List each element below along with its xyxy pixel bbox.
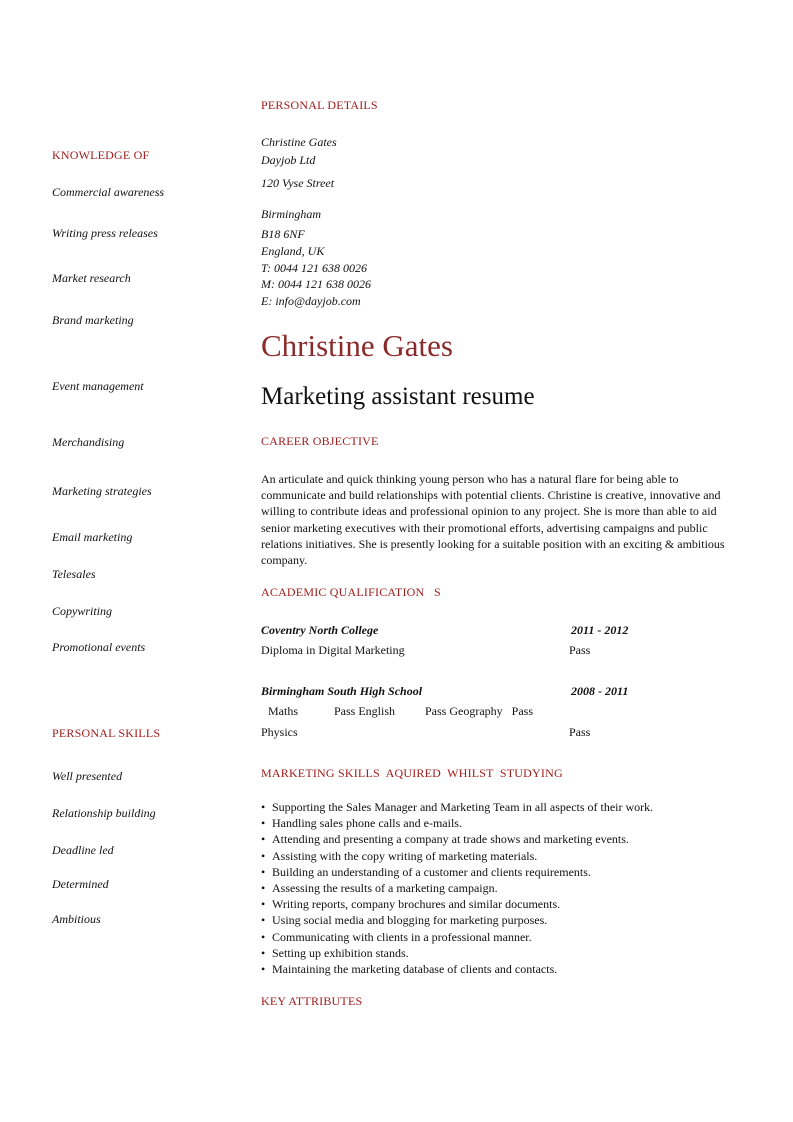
- knowledge-item: Commercial awareness: [52, 185, 165, 199]
- edu-years: 2011 - 2012: [571, 623, 629, 637]
- edu-school: Coventry North College: [261, 623, 379, 637]
- academic-heading: ACADEMIC QUALIFICATION S: [261, 585, 441, 599]
- contact-country: England, UK: [261, 244, 325, 258]
- knowledge-item: Copywriting: [52, 604, 113, 618]
- list-item: • Communicating with clients in a professional manner.: [261, 929, 532, 944]
- bullet-icon: •: [261, 897, 266, 912]
- knowledge-item: Brand marketing: [52, 313, 134, 327]
- edu-subjects-line: Maths Pass English Pass Geography Pass: [268, 704, 534, 718]
- bullet-icon: •: [261, 816, 266, 831]
- career-objective-text: An articulate and quick thinking young person who has a natural flare for being able to communicate and build relationships with potential clients. Christine is creative, innovative and willing to contribute ideas and professional opinion to any project. She is more than able to aid senior marketing executives with their promotional efforts, advertising campaigns and public relations initiatives. She is presently looking for a suitable position with an exciting & ambitious company.: [261, 472, 725, 568]
- resume-name: Christine Gates: [261, 328, 453, 363]
- knowledge-item: Marketing strategies: [52, 484, 152, 498]
- contact-email[interactable]: E: info@dayjob.com: [261, 294, 361, 308]
- bullet-icon: •: [261, 962, 266, 977]
- key-attributes-heading: KEY ATTRIBUTES: [261, 994, 363, 1008]
- knowledge-item: Merchandising: [52, 435, 125, 449]
- knowledge-item: Market research: [52, 271, 131, 285]
- list-item: • Building an understanding of a customer and clients requirements.: [261, 864, 591, 879]
- list-item: • Assessing the results of a marketing campaign.: [261, 881, 498, 896]
- bullet-icon: •: [261, 848, 266, 863]
- personal-skills-heading: PERSONAL SKILLS: [52, 726, 161, 740]
- contact-name: Christine Gates: [261, 135, 337, 149]
- bullet-icon: •: [261, 881, 266, 896]
- knowledge-item: Telesales: [52, 567, 96, 581]
- list-item: • Maintaining the marketing database of clients and contacts.: [261, 962, 558, 977]
- knowledge-item: Promotional events: [52, 640, 146, 654]
- knowledge-of-heading: KNOWLEDGE OF: [52, 148, 150, 162]
- skill-item: Ambitious: [52, 912, 101, 926]
- contact-city: Birmingham: [261, 207, 321, 221]
- bullet-icon: •: [261, 832, 266, 847]
- bullet-icon: •: [261, 913, 266, 928]
- resume-title: Marketing assistant resume: [261, 383, 535, 410]
- list-item: • Assisting with the copy writing of marketing materials.: [261, 848, 538, 863]
- knowledge-item: Event management: [52, 379, 144, 393]
- edu-years: 2008 - 2011: [571, 684, 629, 698]
- bullet-icon: •: [261, 800, 266, 814]
- contact-mobile: M: 0044 121 638 0026: [261, 277, 371, 291]
- list-item: • Setting up exhibition stands.: [261, 945, 409, 960]
- knowledge-item: Writing press releases: [52, 226, 158, 240]
- skill-item: Well presented: [52, 769, 123, 783]
- career-objective-heading: CAREER OBJECTIVE: [261, 434, 379, 448]
- list-item: • Handling sales phone calls and e-mails.: [261, 816, 462, 831]
- edu-result: Pass: [569, 643, 591, 657]
- personal-details-heading: PERSONAL DETAILS: [261, 98, 378, 112]
- marketing-skills-heading: MARKETING SKILLS AQUIRED WHILST STUDYING: [261, 766, 563, 780]
- skill-item: Deadline led: [52, 843, 114, 857]
- list-item: • Using social media and blogging for marketing purposes.: [261, 913, 548, 928]
- edu-subject: Physics: [261, 725, 298, 739]
- list-item: • Attending and presenting a company at trade shows and marketing events.: [261, 832, 629, 847]
- list-item: • Supporting the Sales Manager and Marketing Team in all aspects of their work.: [261, 800, 654, 814]
- marketing-skills-list: [261, 799, 653, 977]
- edu-subject: Diploma in Digital Marketing: [261, 643, 405, 657]
- edu-school: Birmingham South High School: [261, 684, 423, 698]
- skill-item: Relationship building: [52, 806, 156, 820]
- contact-phone: T: 0044 121 638 0026: [261, 261, 368, 275]
- list-item: • Writing reports, company brochures and similar documents.: [261, 897, 561, 912]
- contact-company: Dayjob Ltd: [261, 153, 316, 167]
- knowledge-item: Email marketing: [52, 530, 133, 544]
- skill-item: Determined: [52, 877, 109, 891]
- bullet-icon: •: [261, 864, 266, 879]
- edu-result: Pass: [569, 725, 591, 739]
- bullet-icon: •: [261, 945, 266, 960]
- contact-postcode: B18 6NF: [261, 227, 305, 241]
- bullet-icon: •: [261, 929, 266, 944]
- contact-street: 120 Vyse Street: [261, 176, 335, 190]
